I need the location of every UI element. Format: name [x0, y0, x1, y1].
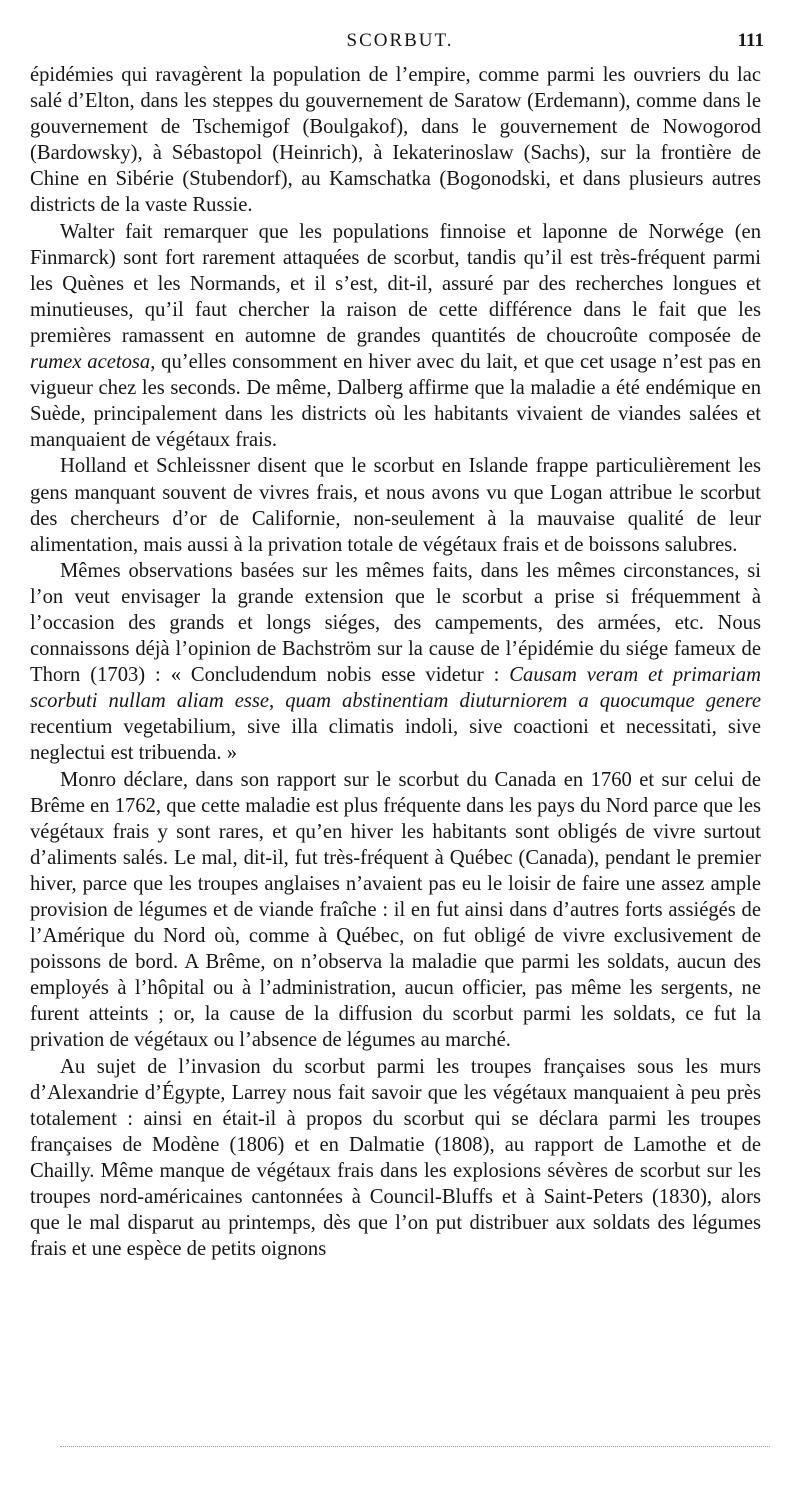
running-title: SCORBUT.	[346, 30, 454, 51]
paragraph-2-text-b: , qu’elles consomment en hiver avec du lait, et que cet usage n’est pas en vigueur chez les seconds. De même, Dalberg affirme que la maladie a été endémique en Suède, principalement dans les districts où les habitants vivaient de viandes salées et manquaient de végétaux frais.	[30, 351, 761, 452]
paragraph-1	[30, 62, 761, 219]
paragraph-2	[30, 219, 761, 454]
paragraph-6	[30, 1054, 761, 1263]
footer-rule	[60, 1446, 770, 1447]
paragraph-1-text: épidémies qui ravagèrent la population de l’empire, comme parmi les ouvriers du lac salé d’Elton, dans les steppes du gouvernement de Saratow (Erdemann), comme dans le gouvernement de Tschemigof (Boulgakof), dans le gouvernement de Nowogorod (Bardowsky), à Sébastopol (Heinrich), à Iekaterinoslaw (Sachs), sur la frontière de Chine en Sibérie (Stubendorf), au Kamschatka (Bogonodski, et dans plusieurs autres districts de la vaste Russie.	[30, 64, 761, 217]
page-number: 111	[737, 30, 764, 51]
paragraph-4-text-a: Mêmes observations basées sur les mêmes faits, dans les mêmes circonstances, si l’on veut envisager la grande extension que le scorbut a prise si fréquemment à l’occasion des grands et longs siéges, des campements, des armées, etc. Nous connaissons déjà l’opinion de Bachström sur la cause de l’épidémie du siége fameux de Thorn (1703) : « Concludendum nobis esse videtur :	[30, 559, 761, 687]
paragraph-4-text-b: recentium vegetabilium, sive illa climatis indoli, sive coactioni et necessitati, sive neglectui est tribuenda. »	[30, 716, 761, 765]
paragraph-2-italic-term: rumex acetosa	[30, 351, 151, 374]
paragraph-4	[30, 558, 761, 767]
paragraph-2-text-a: Walter fait remarquer que les populations finnoise et laponne de Norwége (en Finmarck) sont fort rarement attaquées de scorbut, tandis qu’il est très-fréquent parmi les Quènes et les Normands, et il s’est, dit-il, assuré par des recherches longues et minutieuses, qu’il faut chercher la raison de cette différence dans le fait que les premières ramassent en automne de grandes quantités de choucroûte composée de	[30, 220, 761, 347]
paragraph-4-italic-quote: Causam veram et primariam scorbuti nullam aliam esse, quam abstinentiam diuturniorem a quocumque genere	[30, 664, 761, 713]
paragraph-5	[30, 767, 761, 1054]
paragraph-3-text: Holland et Schleissner disent que le scorbut en Islande frappe particulièrement les gens manquant souvent de vivres frais, et nous avons vu que Logan attribue le scorbut des chercheurs d’or de Californie, non-seulement à la mauvaise qualité de leur alimentation, mais aussi à la privation totale de végétaux frais et de boissons salubres.	[30, 455, 761, 556]
text-body	[30, 62, 761, 1262]
page-header	[0, 30, 800, 56]
paragraph-3	[30, 453, 761, 557]
paragraph-6-text: Au sujet de l’invasion du scorbut parmi les troupes françaises sous les murs d’Alexandrie d’Égypte, Larrey nous fait savoir que les végétaux manquaient à peu près totalement : ainsi en était-il à propos du scorbut qui se déclara parmi les troupes françaises de Modène (1806) et en Dalmatie (1808), au rapport de Lamothe et de Chailly. Même manque de végétaux frais dans les explosions sévères de scorbut sur les troupes nord-américaines cantonnées à Council-Bluffs et à Saint-Peters (1830), alors que le mal disparut au printemps, dès que l’on put distribuer aux soldats des légumes frais et une espèce de petits oignons	[30, 1055, 761, 1261]
paragraph-5-text: Monro déclare, dans son rapport sur le scorbut du Canada en 1760 et sur celui de Brême en 1762, que cette maladie est plus fréquente dans les pays du Nord parce que les végétaux frais y sont rares, et qu’en hiver les habitants sont obligés de vivre surtout d’aliments salés. Le mal, dit-il, fut très-fréquent à Québec (Canada), pendant le premier hiver, parce que les troupes anglaises n’avaient pas eu le loisir de faire une assez ample provision de légumes et de viande fraîche : il en fut ainsi dans d’autres forts assiégés de l’Amérique du Nord où, comme à Québec, on fut obligé de vivre exclusivement de poissons de bord. A Brême, on n’observa la maladie que parmi les soldats, aucun des employés à l’hôpital ou à l’administration, aucun officier, pas même les sergents, ne furent atteints ; or, la cause de la diffusion du scorbut parmi les soldats, ce fut la privation de végétaux ou l’absence de légumes au marché.	[30, 768, 761, 1052]
